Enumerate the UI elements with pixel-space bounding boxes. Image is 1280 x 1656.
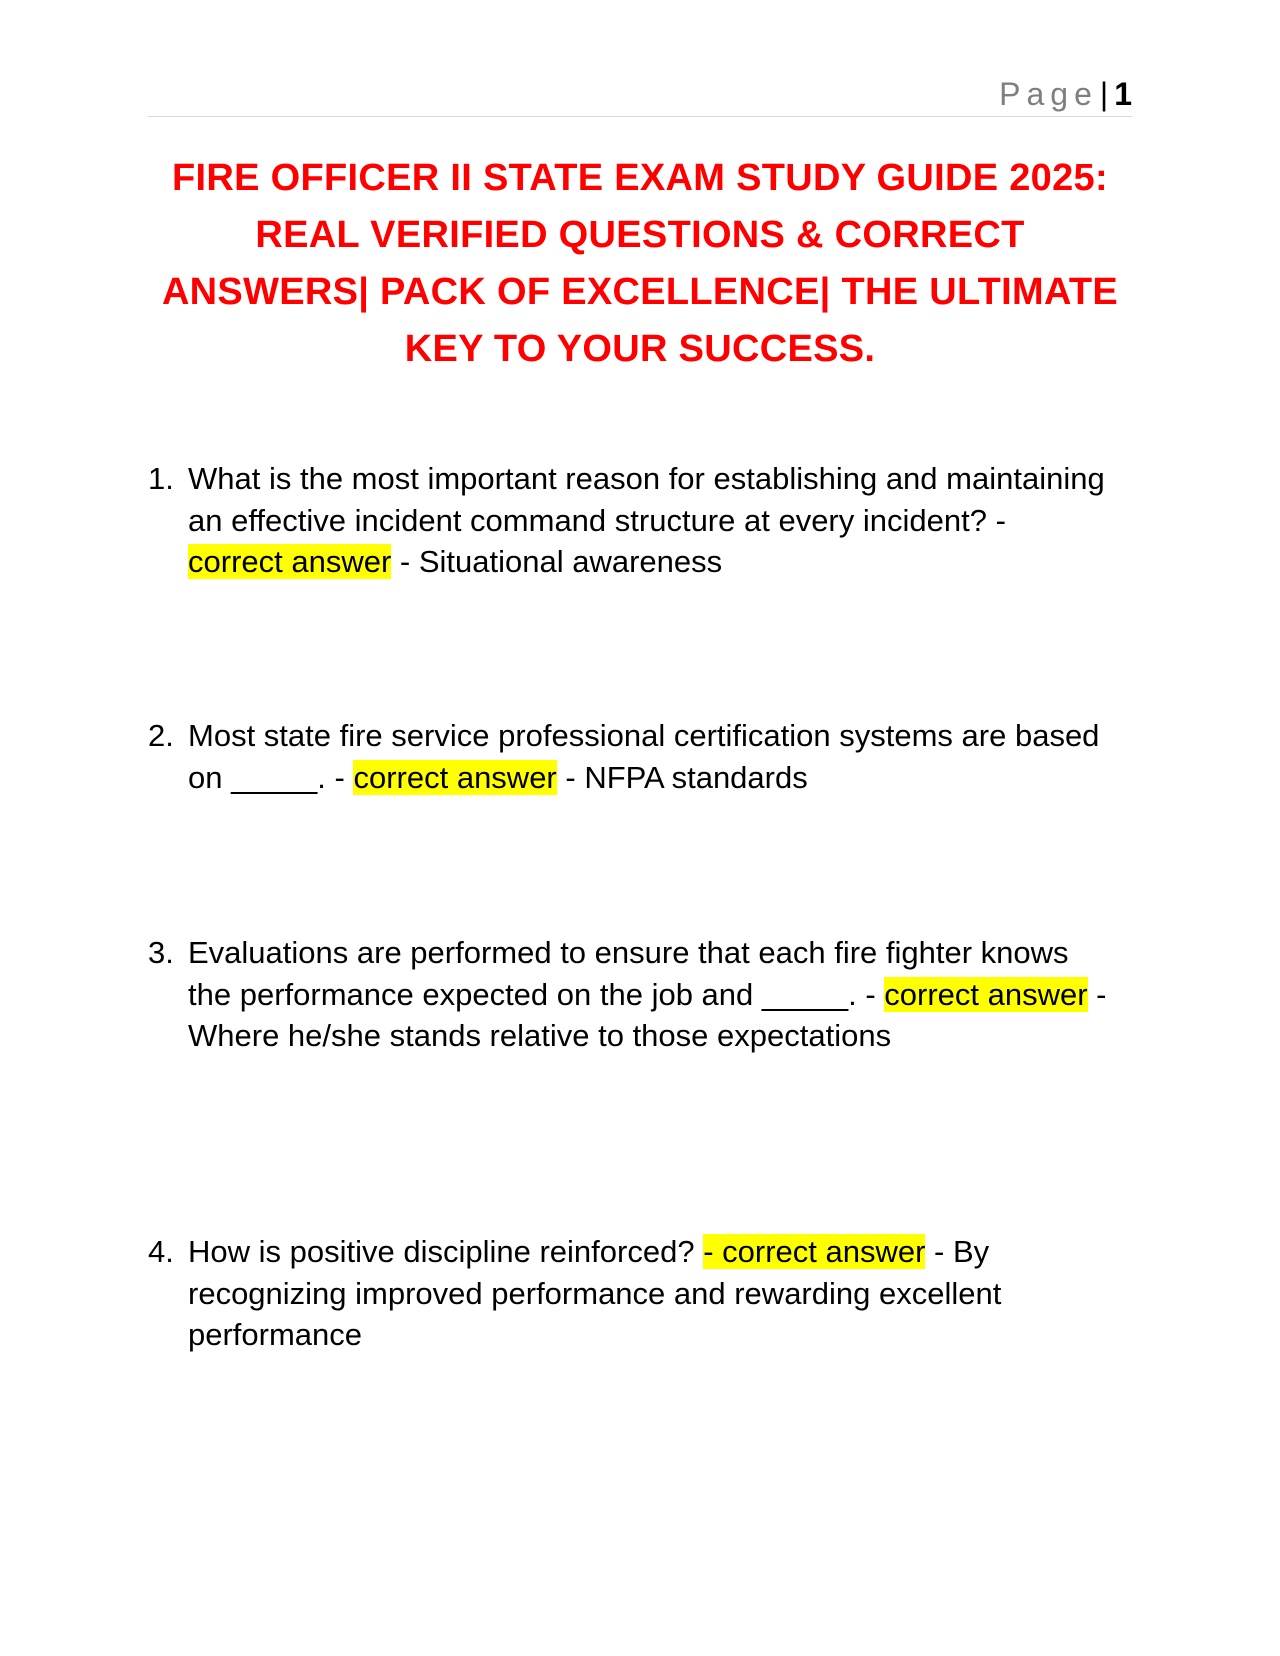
answer-highlight: - correct answer [703,1234,926,1269]
page-header [148,72,1132,117]
question-body [188,458,1108,583]
answer-text: - Where he/she stands relative to those expectations [188,976,1107,1053]
answer-highlight: correct answer [353,759,557,795]
question-item-4 [148,1231,1108,1356]
question-item-2 [148,715,1108,798]
answer-highlight: correct answer [188,544,392,579]
question-number: 2. [148,718,174,753]
answer-text: - Situational awareness [391,544,723,579]
page-separator: | [1099,76,1109,112]
page-number: 1 [1114,76,1132,112]
question-number: 1. [148,461,174,496]
page-label: Page [999,76,1098,112]
question-item-1 [148,458,1108,583]
question-body [188,715,1108,798]
answer-text: - By recognizing improved performance and rewarding excellent performance [188,1234,1002,1352]
question-number: 3. [148,935,174,970]
question-text: How is positive discipline reinforced? [188,1234,704,1269]
question-text: What is the most important reason for establishing and maintaining an effective incident command structure at every incident? - [188,461,1105,538]
answer-text: - NFPA standards [556,759,808,795]
question-text: Most state fire service professional certification systems are based on _____. - [188,718,1100,795]
question-item-3 [148,932,1108,1057]
answer-highlight: correct answer [884,976,1088,1012]
document-title: FIRE OFFICER II STATE EXAM STUDY GUIDE 2025: REAL VERIFIED QUESTIONS & CORRECT ANSWERS| PACK OF EXCELLENCE| THE ULTIMATE KEY TO YOUR SUCCESS. [161,157,1119,370]
question-number: 4. [148,1234,174,1269]
question-text: Evaluations are performed to ensure that each fire fighter knows the performance expected on the job and _____. - [188,935,1069,1012]
question-body [188,1231,1108,1356]
question-body [188,932,1108,1057]
